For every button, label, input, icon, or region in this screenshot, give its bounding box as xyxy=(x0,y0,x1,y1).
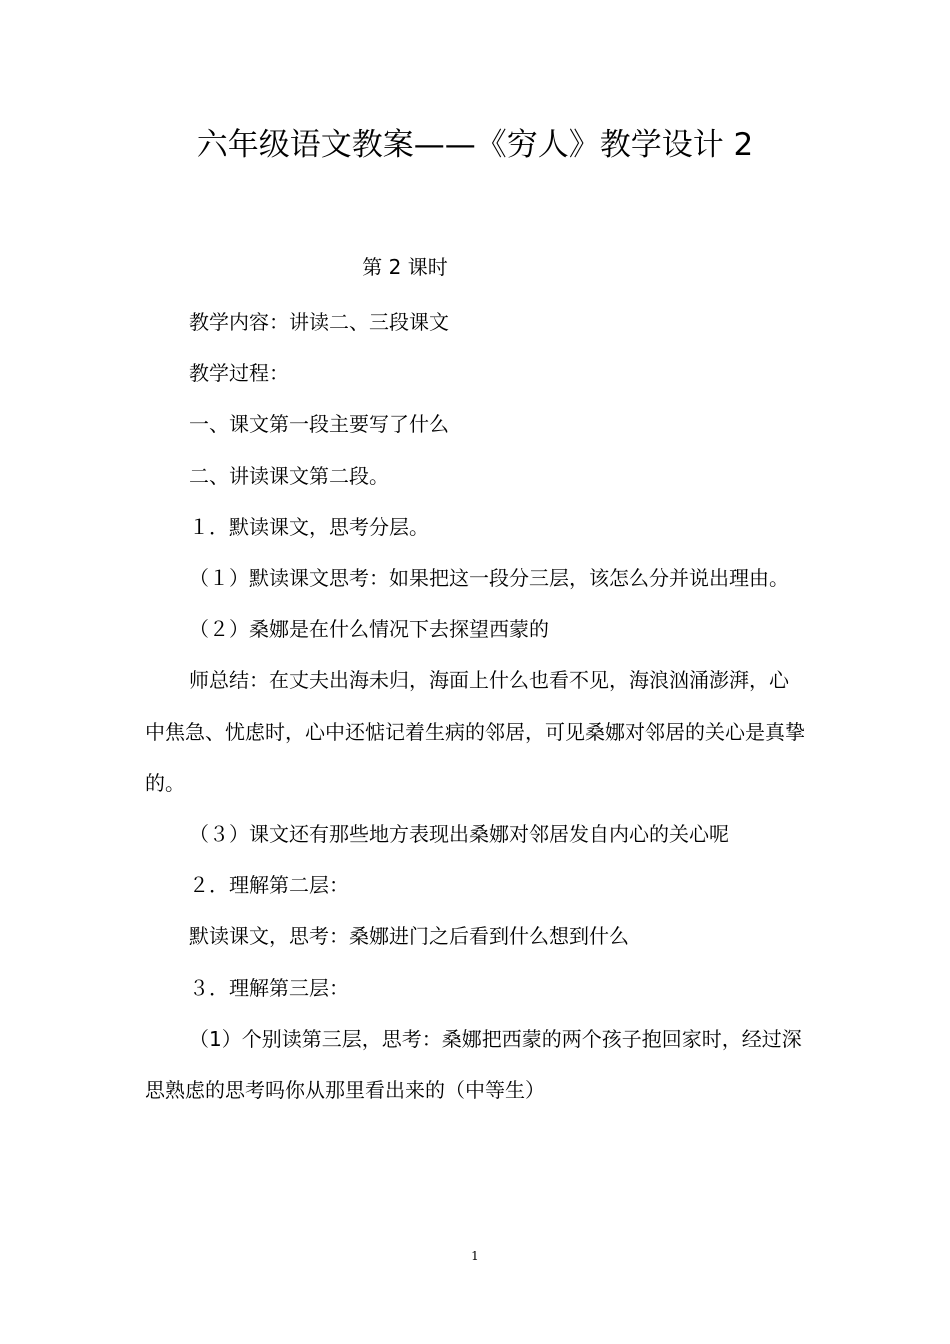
paragraph-teaching-content: 教学内容：讲读二、三段课文 xyxy=(189,310,449,334)
paragraph-step-3: ３．理解第三层： xyxy=(189,975,349,1000)
paragraph-step-3-task: （1）个别读第三层，思考：桑娜把西蒙的两个孩子抱回家时，经过深思熟虑的思考吗你从那里看出来的（中等生） xyxy=(145,1026,802,1103)
paragraph-question-1: （１）默读课文思考：如果把这一段分三层，该怎么分并说出理由。 xyxy=(189,566,789,591)
paragraph-step-2-task: 默读课文，思考：桑娜进门之后看到什么想到什么 xyxy=(189,924,629,949)
page-number: 1 xyxy=(471,1249,479,1263)
paragraph-question-2: （２）桑娜是在什么情况下去探望西蒙的 xyxy=(189,617,549,642)
paragraph-question-3: （３）课文还有那些地方表现出桑娜对邻居发自内心的关心呢 xyxy=(189,822,729,847)
paragraph-section-one: 一、课文第一段主要写了什么 xyxy=(189,412,449,437)
document-title: 六年级语文教案——《穷人》教学设计 2 xyxy=(196,127,754,163)
paragraph-section-two: 二、讲读课文第二段。 xyxy=(189,463,389,488)
paragraph-teacher-summary: 师总结：在丈夫出海未归，海面上什么也看不见，海浪汹涌澎湃，心中焦急、忧虑时，心中还惦记着生病的邻居，可见桑娜对邻居的关心是真挚的。 xyxy=(145,668,805,795)
lesson-heading: 第 2 课时 xyxy=(362,255,448,279)
paragraph-teaching-process: 教学过程： xyxy=(189,361,289,386)
document-body xyxy=(145,297,805,1116)
paragraph-step-2: ２．理解第二层： xyxy=(189,873,349,898)
paragraph-step-1: １．默读课文，思考分层。 xyxy=(189,514,429,539)
